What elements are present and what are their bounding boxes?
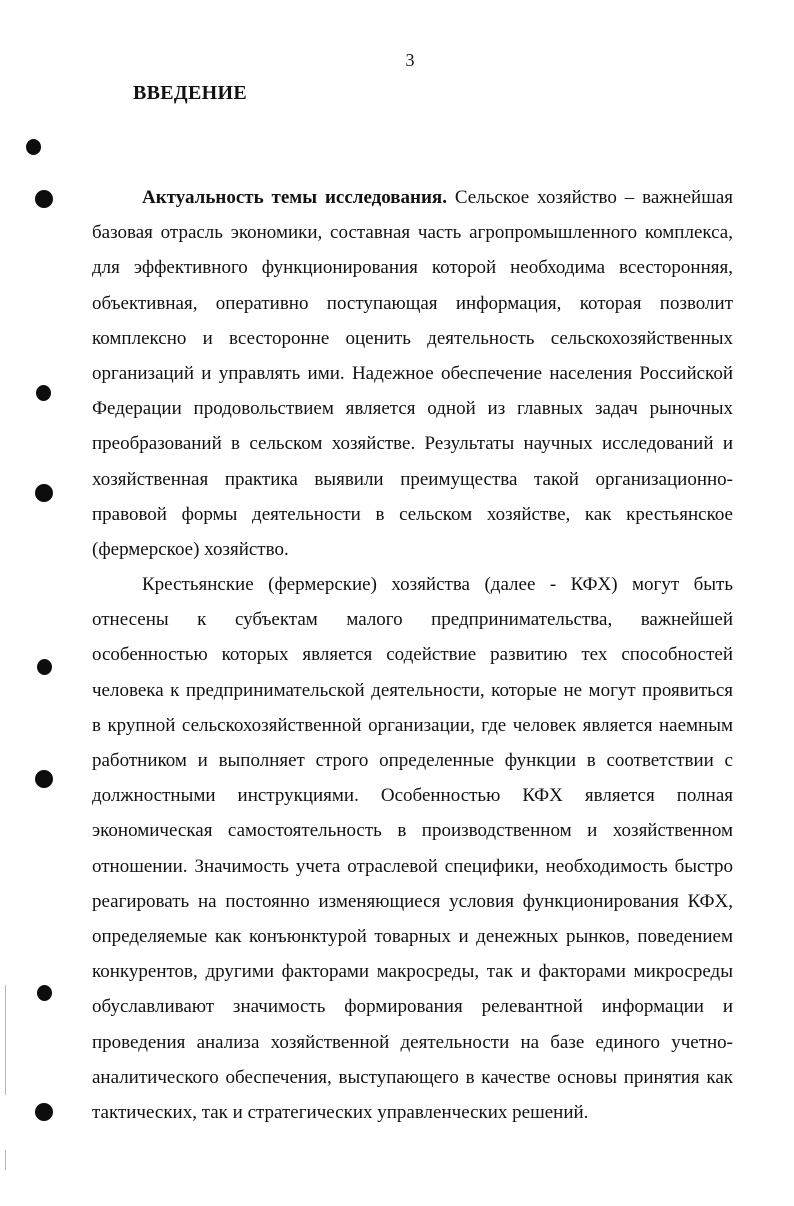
section-heading: ВВЕДЕНИЕ [133, 82, 247, 104]
paragraph-relevance [92, 180, 733, 567]
paragraph-body: Крестьянские (фермерские) хозяйства (далее - КФХ) могут быть отнесены к субъектам малого предпринимательства, важнейшей особенностью которых является содействие развитию тех способностей человека к предпринимательской деятельности, которые не могут проявиться в крупной сельскохозяйственной организации, где человек является наемным работником и выполняет строго определенные функции в соответствии с должностными инструкциями. Особенностью КФХ является полная экономическая самостоятельность в производственном и хозяйственном отношении. Значимость учета отраслевой специфики, необходимость быстро реагировать на постоянно изменяющиеся условия функционирования КФХ, определяемые как конъюнктурой товарных и денежных рынков, поведением конкурентов, другими факторами макросреды, так и факторами микросреды обуславливают значимость формирования релевантной информации и проведения анализа хозяйственной деятельности на базе единого учетно-аналитического обеспечения, выступающего в качестве основы принятия как тактических, так и стратегических управленческих решений. [92, 574, 733, 1124]
binder-hole-icon [35, 770, 53, 788]
binder-hole-icon [36, 385, 51, 401]
binder-hole-icon [35, 484, 53, 502]
binder-hole-icon [35, 190, 53, 208]
paragraph-body: Сельское хозяйство – важнейшая базовая отрасль экономики, составная часть агропромышленного комплекса, для эффективного функционирования которой необходима всесторонняя, объективная, оперативно поступающая информация, которая позволит комплексно и всесторонне оценить деятельность сельскохозяйственных организаций и управлять ими. Надежное обеспечение населения Российской Федерации продовольствием является одной из главных задач рыночных преобразований в сельском хозяйстве. Результаты научных исследований и хозяйственная практика выявили преимущества такой организационно-правовой формы деятельности в сельском хозяйстве, как крестьянское (фермерское) хозяйство. [92, 187, 734, 561]
scan-edge-line [5, 985, 6, 1095]
scan-edge-line [5, 1150, 6, 1170]
paragraph-kfh [92, 567, 733, 1130]
binder-hole-icon [26, 139, 41, 155]
binder-hole-icon [37, 659, 52, 675]
binder-hole-icon [35, 1103, 53, 1121]
paragraph-lead: Актуальность темы исследования. [142, 187, 447, 208]
page-number: 3 [405, 50, 415, 70]
binder-hole-icon [37, 985, 52, 1001]
